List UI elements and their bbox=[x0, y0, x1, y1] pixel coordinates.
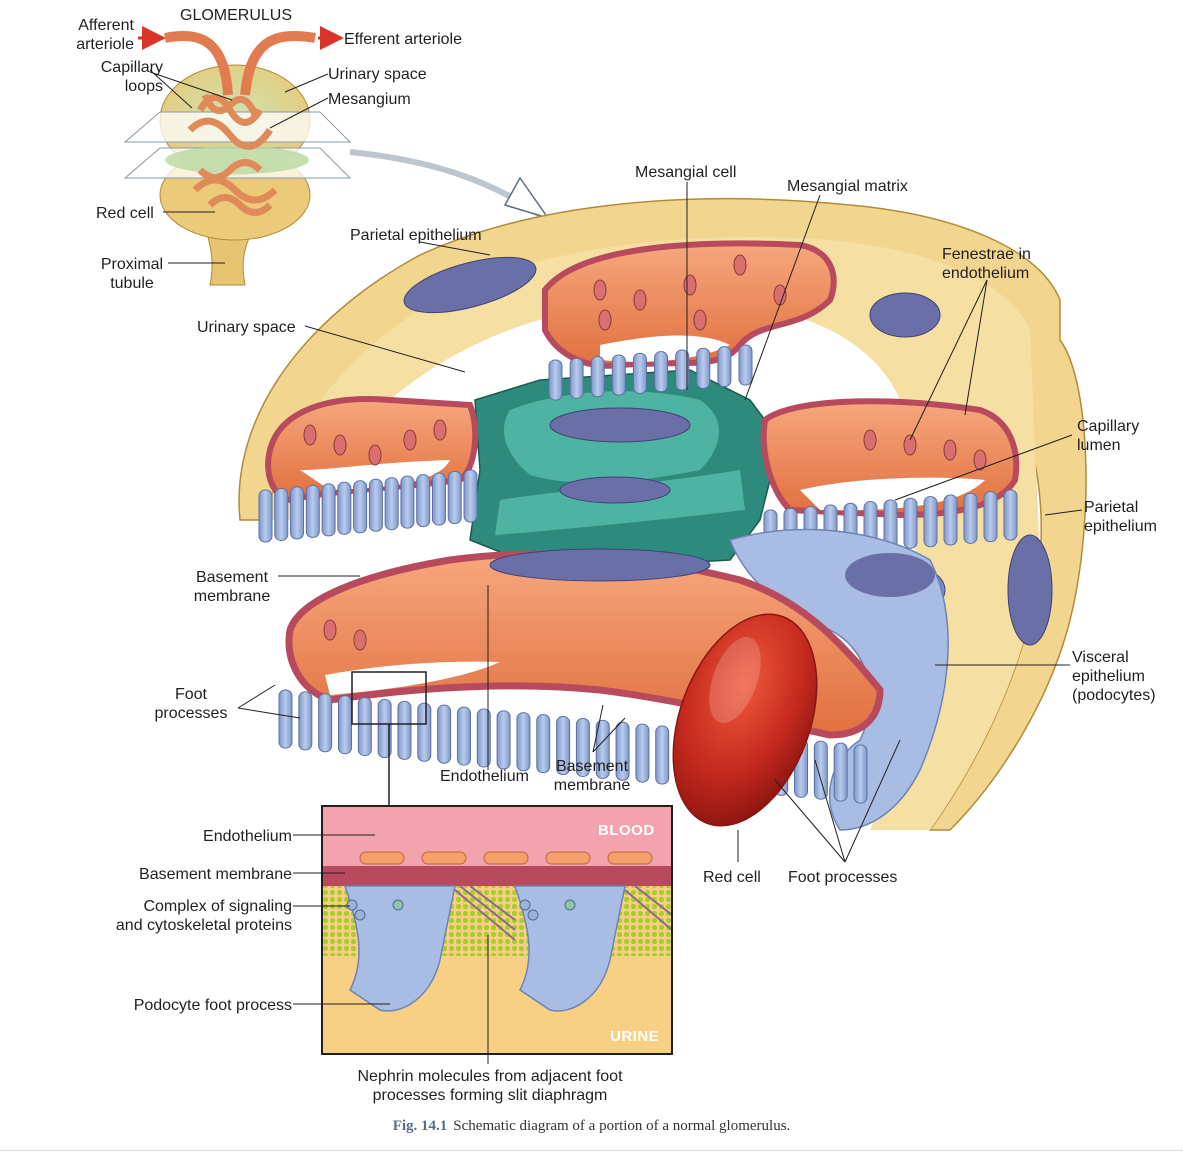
endothelial-nucleus bbox=[490, 549, 710, 581]
foot-process bbox=[322, 484, 335, 536]
foot-process bbox=[517, 713, 530, 771]
foot-process bbox=[1004, 490, 1017, 540]
foot-process bbox=[358, 698, 371, 756]
podocyte-nucleus bbox=[845, 553, 935, 597]
fenestra bbox=[904, 435, 916, 455]
fenestra bbox=[404, 430, 416, 450]
label-basement-membrane-left: Basement membrane bbox=[193, 569, 271, 605]
figure-number: Fig. 14.1 bbox=[392, 1118, 448, 1134]
label-basement-membrane-inset: Basement membrane bbox=[139, 866, 292, 883]
foot-process bbox=[464, 470, 477, 522]
label-mesangium: Mesangium bbox=[328, 91, 411, 108]
inset-endothelial-cell bbox=[484, 852, 528, 864]
fenestra bbox=[594, 280, 606, 300]
foot-process bbox=[457, 707, 470, 765]
foot-process bbox=[259, 490, 272, 542]
foot-process bbox=[633, 353, 646, 393]
label-foot-processes-bottom: Foot processes bbox=[788, 869, 898, 886]
parietal-nucleus bbox=[870, 293, 940, 337]
fenestra bbox=[354, 630, 366, 650]
foot-process bbox=[369, 479, 382, 531]
foot-process bbox=[432, 473, 445, 525]
fenestra bbox=[694, 310, 706, 330]
foot-process bbox=[591, 357, 604, 397]
foot-process bbox=[299, 692, 312, 750]
foot-process bbox=[417, 475, 430, 527]
fenestra bbox=[734, 255, 746, 275]
foot-process bbox=[279, 690, 292, 748]
foot-process bbox=[984, 492, 997, 542]
foot-process bbox=[944, 495, 957, 545]
foot-process bbox=[612, 355, 625, 395]
label-efferent-arteriole: Efferent arteriole bbox=[344, 31, 462, 48]
parietal-nucleus bbox=[1008, 535, 1052, 645]
foot-process bbox=[319, 694, 332, 752]
fenestra bbox=[334, 435, 346, 455]
inset-endothelial-cell bbox=[608, 852, 652, 864]
foot-process bbox=[291, 487, 304, 539]
foot-process bbox=[306, 485, 319, 537]
foot-process bbox=[964, 493, 977, 543]
label-podocyte-foot-process: Podocyte foot process bbox=[133, 997, 292, 1014]
fenestra bbox=[684, 275, 696, 295]
fenestra bbox=[599, 310, 611, 330]
foot-process bbox=[448, 472, 461, 524]
label-basement-membrane-mid: Basement membrane bbox=[553, 758, 631, 794]
glomerulus-section bbox=[239, 199, 1086, 846]
label-endothelium-mid: Endothelium bbox=[440, 768, 529, 785]
fenestra bbox=[369, 445, 381, 465]
foot-process bbox=[275, 488, 288, 540]
label-signaling-complex: Complex of signaling and cytoskeletal proteins bbox=[115, 898, 292, 934]
label-mesangial-cell: Mesangial cell bbox=[635, 164, 737, 181]
label-fenestrae: Fenestrae in endothelium bbox=[942, 246, 1031, 282]
mesangial-nucleus bbox=[560, 477, 670, 503]
foot-process bbox=[854, 745, 867, 803]
glomerulus-title: GLOMERULUS bbox=[180, 7, 293, 24]
foot-process bbox=[401, 476, 414, 528]
label-urinary-space-mid: Urinary space bbox=[197, 319, 296, 336]
foot-process bbox=[418, 703, 431, 761]
fenestra bbox=[944, 440, 956, 460]
foot-process bbox=[924, 497, 937, 547]
fenestra bbox=[634, 290, 646, 310]
inset-endothelial-cell bbox=[360, 852, 404, 864]
inset-basement-membrane bbox=[322, 866, 672, 886]
foot-process bbox=[385, 478, 398, 530]
figure-caption-text: Schematic diagram of a portion of a normal glomerulus. bbox=[453, 1118, 791, 1134]
label-urinary-space-top: Urinary space bbox=[328, 66, 427, 83]
foot-process bbox=[834, 743, 847, 801]
foot-process bbox=[398, 701, 411, 759]
fenestra bbox=[304, 425, 316, 445]
foot-process bbox=[718, 347, 731, 387]
mesangial-nucleus bbox=[550, 408, 690, 442]
foot-process bbox=[655, 352, 668, 392]
label-afferent-arteriole: Afferent arteriole bbox=[76, 17, 134, 53]
foot-process bbox=[497, 711, 510, 769]
label-capillary-lumen: Capillary lumen bbox=[1077, 418, 1140, 454]
label-red-cell-bottom: Red cell bbox=[703, 869, 761, 886]
foot-process bbox=[549, 360, 562, 400]
foot-process bbox=[338, 482, 351, 534]
inset-blood-label: BLOOD bbox=[598, 822, 655, 839]
label-endothelium-inset: Endothelium bbox=[203, 828, 292, 845]
label-capillary-loops: Capillary loops bbox=[100, 59, 163, 95]
foot-process bbox=[697, 348, 710, 388]
foot-process bbox=[570, 358, 583, 398]
zoom-arrow-head bbox=[505, 178, 548, 218]
foot-process bbox=[354, 481, 367, 533]
figure-caption bbox=[0, 1118, 1183, 1135]
foot-process bbox=[338, 696, 351, 754]
fenestra bbox=[774, 285, 786, 305]
label-foot-processes-left: Foot processes bbox=[154, 686, 228, 722]
label-proximal-tubule: Proximal tubule bbox=[100, 256, 164, 292]
label-red-cell-top: Red cell bbox=[96, 205, 154, 222]
inset-endothelial-cell bbox=[546, 852, 590, 864]
foot-process bbox=[739, 345, 752, 385]
fenestra bbox=[324, 620, 336, 640]
inset-endothelial-cell bbox=[422, 852, 466, 864]
label-visceral-epithelium: Visceral epithelium (podocytes) bbox=[1072, 649, 1156, 704]
inset-urine-label: URINE bbox=[610, 1028, 660, 1045]
label-mesangial-matrix: Mesangial matrix bbox=[787, 178, 908, 195]
podocyte-nuclei bbox=[845, 553, 935, 597]
label-nephrin: Nephrin molecules from adjacent foot processes forming slit diaphragm bbox=[357, 1068, 623, 1104]
page-divider bbox=[0, 1150, 1183, 1151]
fenestra bbox=[434, 420, 446, 440]
label-parietal-epithelium-top: Parietal epithelium bbox=[350, 227, 482, 244]
foot-process bbox=[438, 705, 451, 763]
foot-process bbox=[814, 741, 827, 799]
slit-diaphragm-inset bbox=[322, 806, 672, 1054]
label-parietal-epithelium-right: Parietal epithelium bbox=[1084, 499, 1157, 535]
foot-process bbox=[904, 498, 917, 548]
fenestra bbox=[864, 430, 876, 450]
foot-process bbox=[656, 726, 669, 784]
section-slab bbox=[165, 146, 309, 174]
